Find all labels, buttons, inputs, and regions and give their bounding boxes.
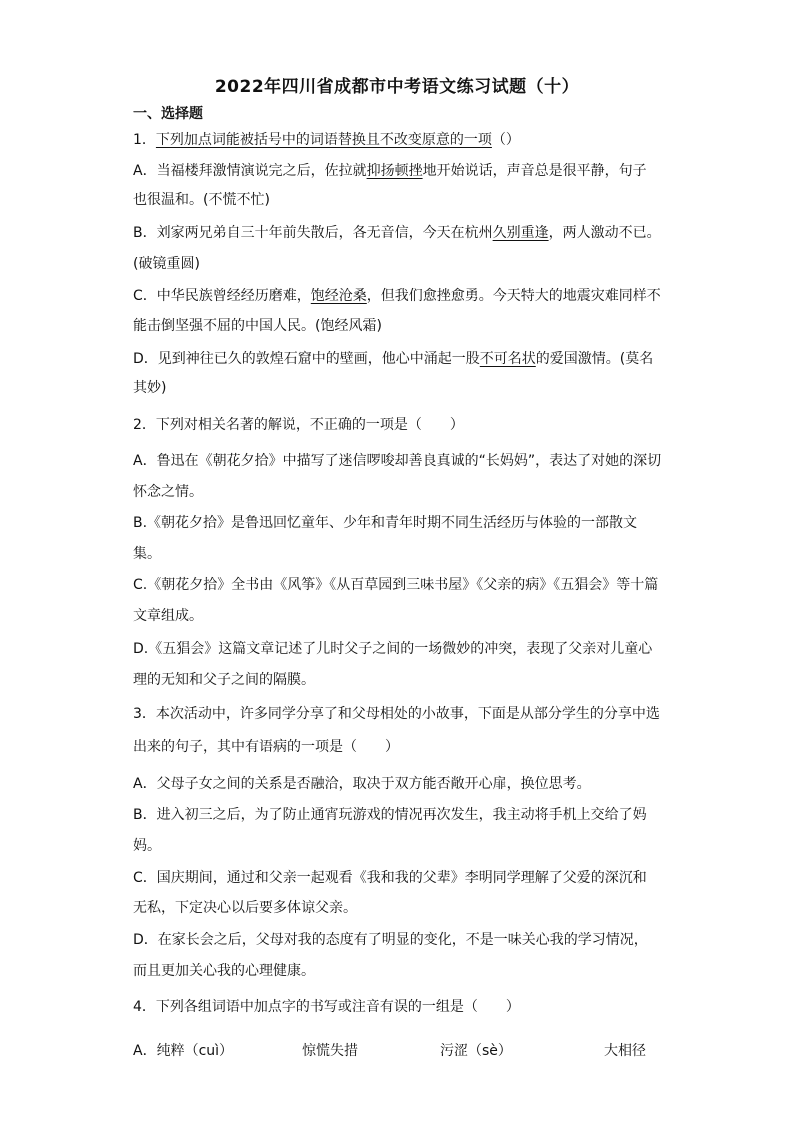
q2-option-b-line1: B.《朝花夕拾》是鲁迅回忆童年、少年和青年时期不同生活经历与体验的一部散文 <box>133 515 638 531</box>
q3-option-b-line2: 妈。 <box>133 838 161 854</box>
q3-option-b-line1: B．进入初三之后，为了防止通宵玩游戏的情况再次发生，我主动将手机上交给了妈 <box>133 807 647 823</box>
q4-option-d: 大相径 <box>604 1043 646 1059</box>
q3-option-c-line2: 无私，下定决心以后要多体谅父亲。 <box>133 900 357 916</box>
q1-option-c-line1: C．中华民族曾经经历磨难，饱经沧桑，但我们愈挫愈勇。今天特大的地震灾难同样不 <box>133 288 661 304</box>
q1-option-d-line1: D．见到神往已久的敦煌石窟中的壁画，他心中涌起一股不可名状的爱国激情。(莫名 <box>133 351 654 367</box>
q1-stem: 1．下列加点词能被括号中的词语替换且不改变原意的一项（） <box>133 132 520 148</box>
q3-option-d-line2: 而且更加关心我的心理健康。 <box>133 963 315 979</box>
q2-option-c-line2: 文章组成。 <box>133 608 203 624</box>
q3-stem-line1: 3．本次活动中，许多同学分享了和父母相处的小故事，下面是从部分学生的分享中选 <box>133 706 660 722</box>
q3-option-d-line1: D．在家长会之后，父母对我的态度有了明显的变化，不是一味关心我的学习情况， <box>133 932 648 948</box>
section-heading: 一、选择题 <box>133 106 203 122</box>
q2-option-c-line1: C.《朝花夕拾》全书由《风筝》《从百草园到三味书屋》《父亲的病》《五猖会》等十篇 <box>133 577 659 593</box>
q2-option-b-line2: 集。 <box>133 546 161 562</box>
q1-option-b-line2: (破镜重圆) <box>133 256 200 272</box>
q1-option-a-line2: 也很温和。(不慌不忙) <box>133 192 270 208</box>
q4-stem: 4．下列各组词语中加点字的书写或注音有误的一组是（ ） <box>133 999 520 1015</box>
q2-option-a-line1: A．鲁迅在《朝花夕拾》中描写了迷信啰唆却善良真诚的“长妈妈”，表达了对她的深切 <box>133 453 662 469</box>
q1-option-d-line2: 其妙) <box>133 380 167 396</box>
q2-option-d-line1: D.《五猖会》这篇文章记述了儿时父子之间的一场微妙的冲突，表现了父亲对儿童心 <box>133 641 653 657</box>
q4-option-a: A．纯粹（cuì） <box>133 1043 234 1059</box>
q2-stem: 2．下列对相关名著的解说，不正确的一项是（ ） <box>133 417 464 433</box>
q3-option-c-line1: C．国庆期间，通过和父亲一起观看《我和我的父辈》李明同学理解了父爱的深沉和 <box>133 870 647 886</box>
q4-option-c: 污涩（sè） <box>440 1043 512 1059</box>
q1-option-c-line2: 能击倒坚强不屈的中国人民。(饱经风霜) <box>133 318 382 334</box>
q2-option-a-line2: 怀念之情。 <box>133 484 203 500</box>
q3-stem-line2: 出来的句子，其中有语病的一项是（ ） <box>133 739 399 755</box>
q3-option-a-line1: A．父母子女之间的关系是否融洽，取决于双方能否敞开心扉，换位思考。 <box>133 776 591 792</box>
q1-option-a-line1: A．当福楼拜激情演说完之后，佐拉就抑扬顿挫地开始说话，声音总是很平静，句子 <box>133 163 647 179</box>
page-title: 2022年四川省成都市中考语文练习试题（十） <box>214 77 580 97</box>
q4-option-b: 惊慌失措 <box>302 1043 358 1059</box>
q2-option-d-line2: 理的无知和父子之间的隔膜。 <box>133 672 315 688</box>
q1-option-b-line1: B．刘家两兄弟自三十年前失散后，各无音信，今天在杭州久别重逢，两人激动不已。 <box>133 225 661 241</box>
q1-stem-underlined: 下列加点词能被括号中的词语替换且不改变原意的一项 <box>155 132 492 148</box>
